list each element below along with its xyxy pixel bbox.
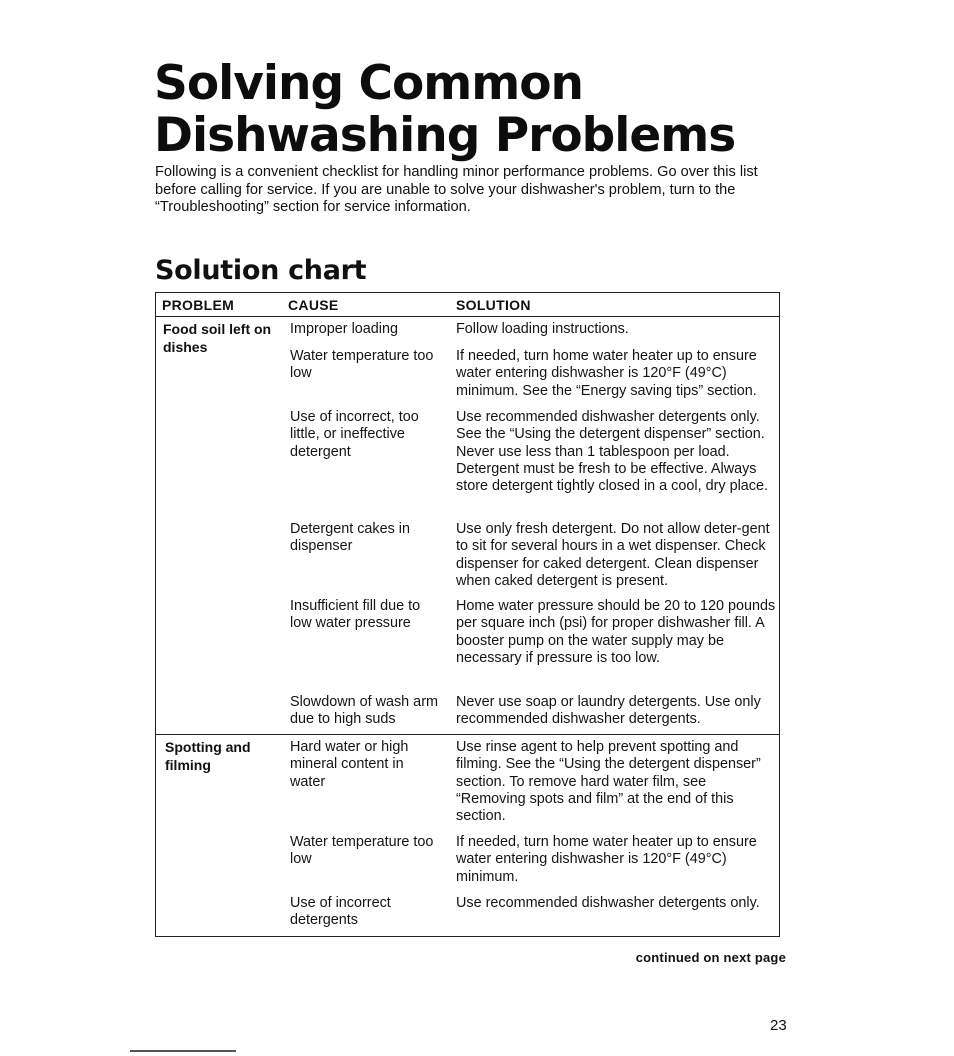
column-header-solution: SOLUTION bbox=[456, 297, 531, 313]
cause-cell: Detergent cakes in dispenser bbox=[290, 521, 410, 555]
problem-label: Food soil left on dishes bbox=[163, 321, 272, 355]
footer-rule bbox=[130, 1050, 236, 1052]
table-header-row bbox=[156, 293, 779, 317]
solution-cell: Use only fresh detergent. Do not allow deter-gent to sit for several hours in a wet dispenser. Check dispenser for caked detergent. Clean dispenser when caked detergent is present. bbox=[456, 521, 770, 589]
solution-cell: Follow loading instructions. bbox=[456, 321, 629, 337]
solution-cell: If needed, turn home water heater up to ensure water entering dishwasher is 120°F (49°C) minimum. bbox=[456, 834, 757, 885]
page-title bbox=[154, 58, 735, 162]
section-title: Solution chart bbox=[155, 255, 367, 286]
cause-cell: Use of incorrect, too little, or ineffective detergent bbox=[290, 409, 419, 460]
column-header-problem: PROBLEM bbox=[162, 297, 235, 313]
continued-note: continued on next page bbox=[635, 950, 786, 965]
cause-cell: Use of incorrect detergents bbox=[290, 895, 391, 929]
cause-cell: Slowdown of wash arm due to high suds bbox=[290, 694, 438, 728]
intro-paragraph: Following is a convenient checklist for handling minor performance problems. Go over this list before calling for service. If you are unable to solve your dishwasher's problem, turn to the “Troubleshooting” section for service information. bbox=[155, 164, 758, 215]
page-number: 23 bbox=[770, 1017, 787, 1034]
cause-cell: Insufficient fill due to low water pressure bbox=[290, 598, 421, 632]
solution-cell: Use rinse agent to help prevent spotting and filming. See the “Using the detergent dispenser” section. To remove hard water film, see “Removing spots and film” at the end of this section. bbox=[456, 739, 761, 825]
cause-cell: Hard water or high mineral content in water bbox=[290, 739, 409, 790]
page-title-line-2: Dishwashing Problems bbox=[154, 108, 736, 163]
problem-group-food-soil bbox=[156, 317, 779, 734]
solution-cell: Never use soap or laundry detergents. Use only recommended dishwasher detergents. bbox=[456, 694, 761, 728]
solution-cell: Use recommended dishwasher detergents only. bbox=[456, 895, 760, 911]
solution-cell: Home water pressure should be 20 to 120 pounds per square inch (psi) for proper dishwasher fill. A booster pump on the water supply may be necessary if pressure is too low. bbox=[456, 598, 776, 666]
cause-cell: Water temperature too low bbox=[290, 348, 434, 382]
solution-cell: Use recommended dishwasher detergents only. See the “Using the detergent dispenser” section. Never use less than 1 tablespoon per load. Detergent must be fresh to be effective. Always store detergent tightly closed in a cool, dry place. bbox=[456, 409, 768, 495]
cause-cell: Improper loading bbox=[290, 321, 398, 337]
cause-cell: Water temperature too low bbox=[290, 834, 434, 868]
problem-label: Spotting and filming bbox=[165, 739, 251, 773]
column-header-cause: CAUSE bbox=[288, 297, 339, 313]
solution-cell: If needed, turn home water heater up to ensure water entering dishwasher is 120°F (49°C) minimum. See the “Energy saving tips” section. bbox=[456, 348, 757, 399]
page-title-line-1: Solving Common bbox=[154, 56, 583, 111]
solution-chart-table bbox=[155, 292, 780, 937]
problem-group-spotting bbox=[156, 734, 779, 937]
